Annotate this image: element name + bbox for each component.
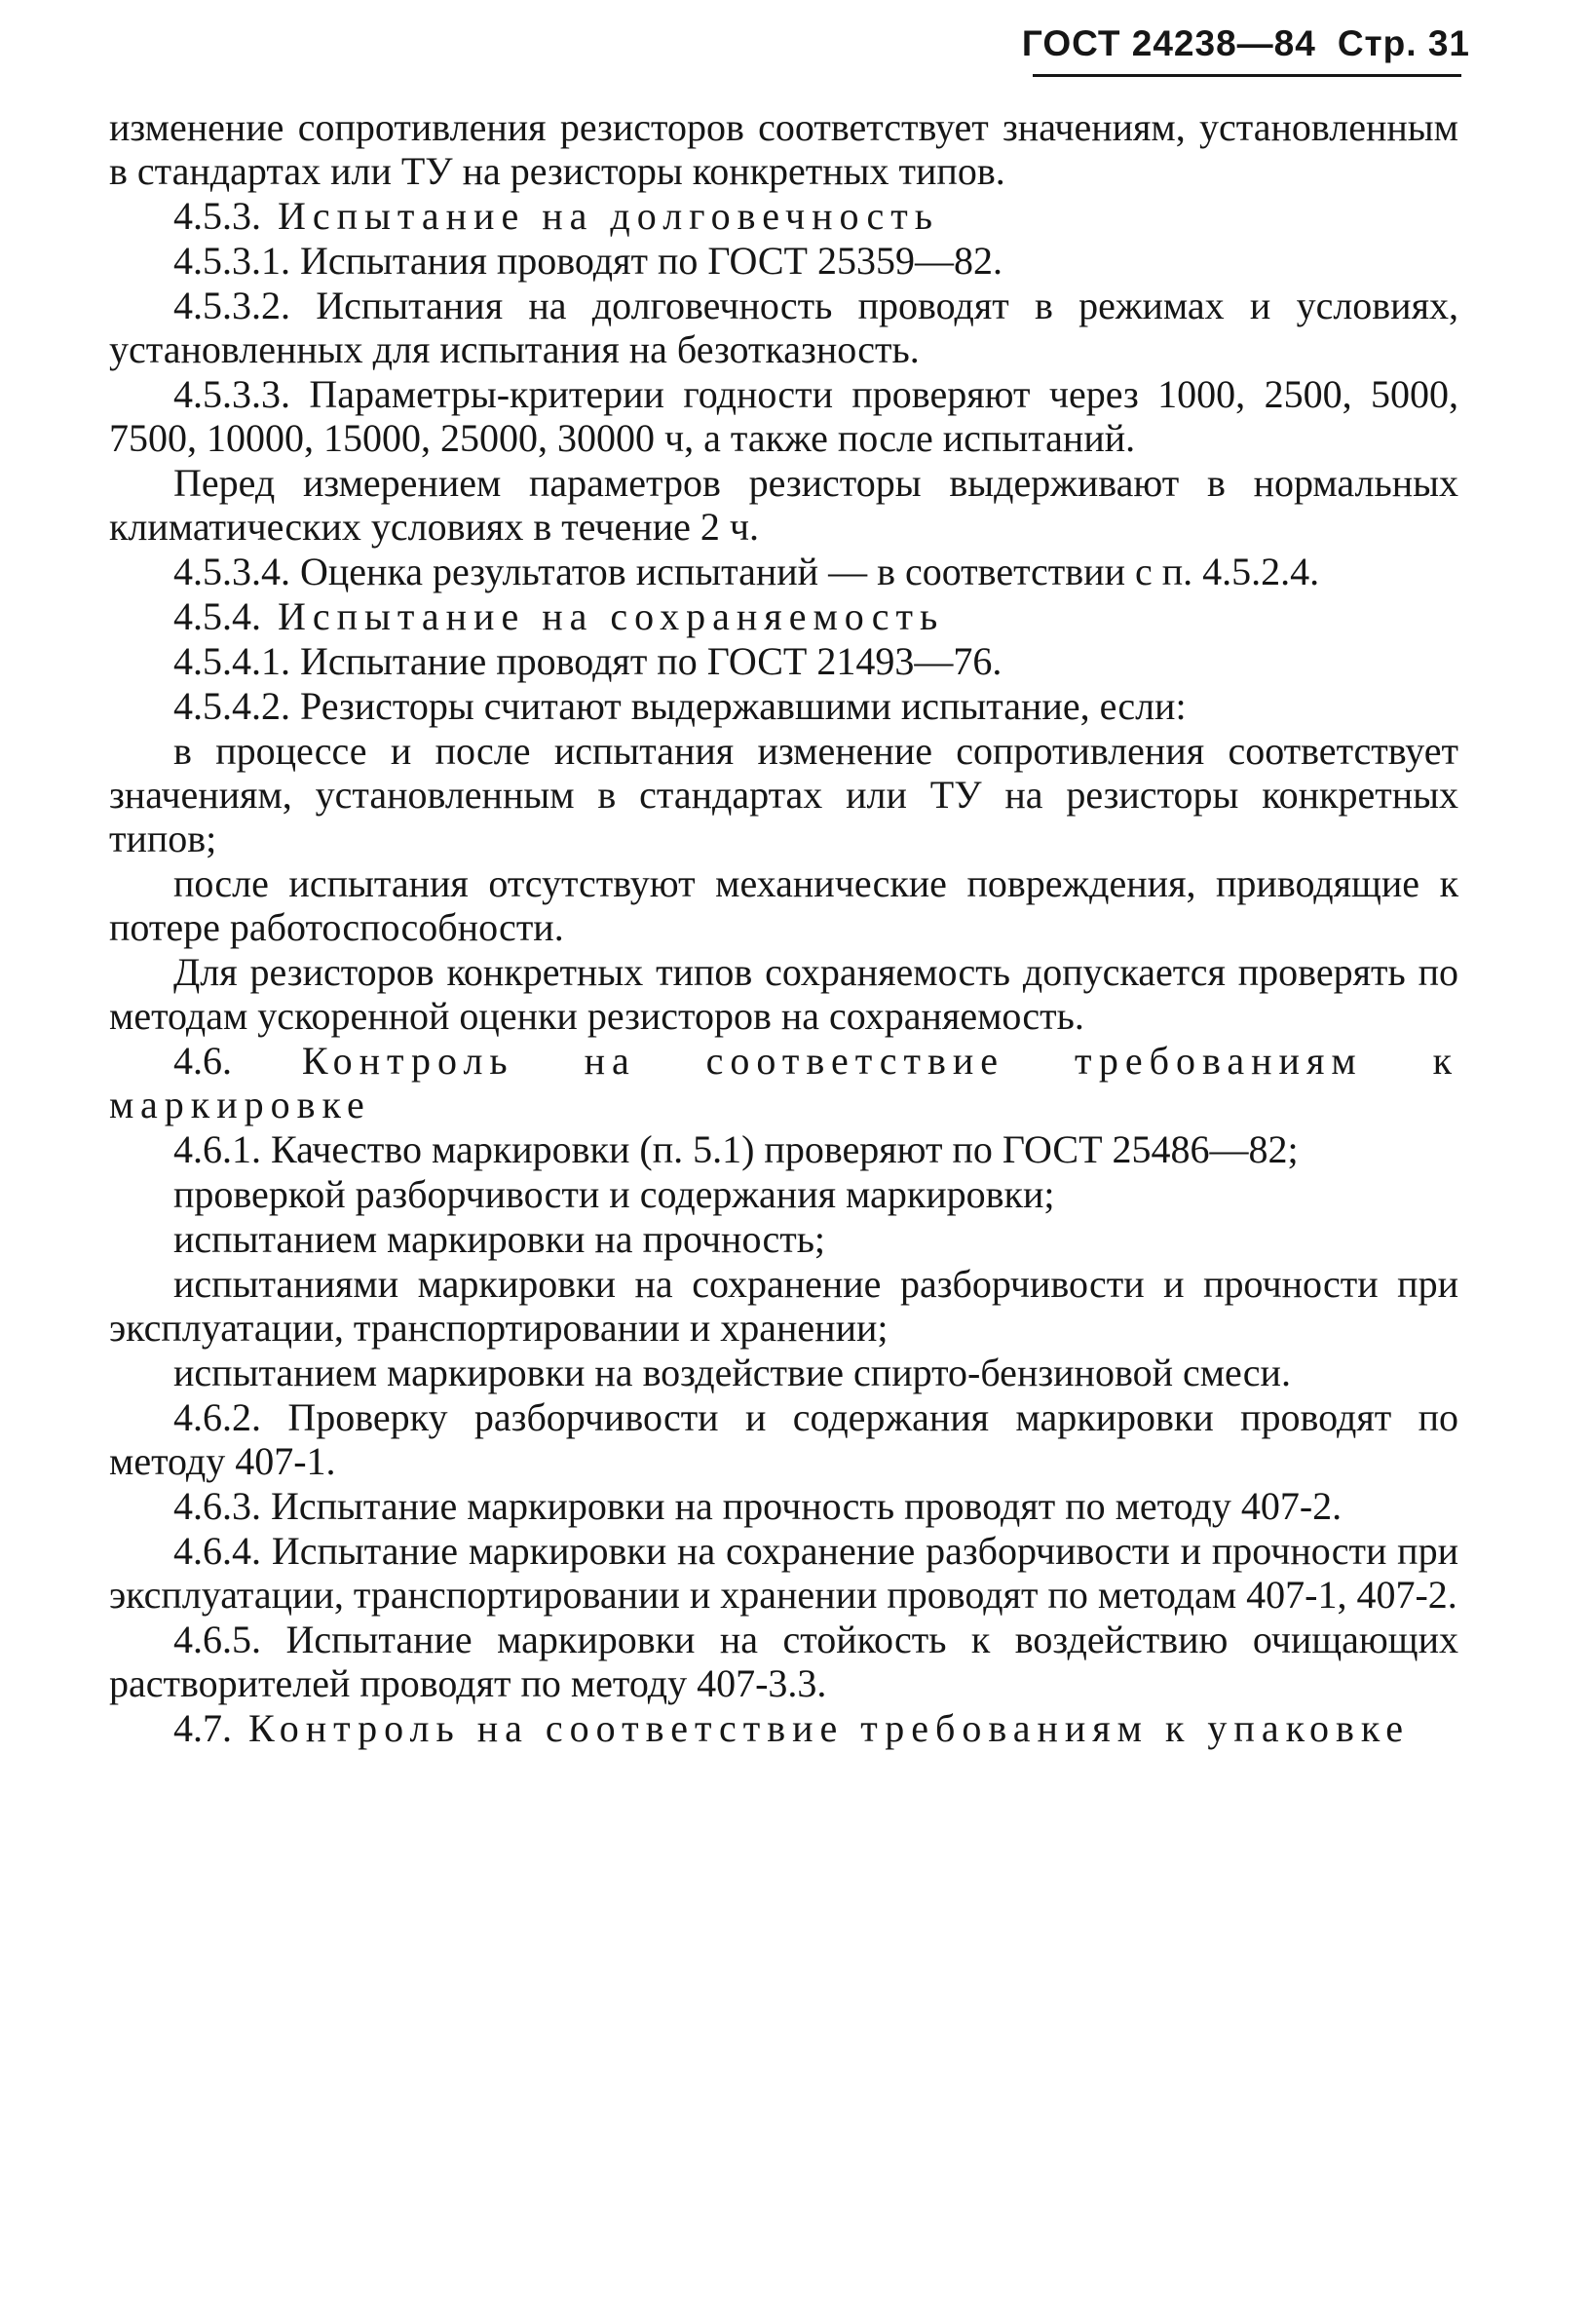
section-number: 4.5.3. (173, 194, 261, 238)
section-heading (109, 1706, 1458, 1750)
section-title: Испытание на сохраняемость (278, 594, 945, 638)
paragraph: в процессе и после испытания изменение сопротивления соответствует значениям, установленным в стандартах или ТУ на резисторы конкретных типов; (109, 729, 1458, 860)
paragraph: 4.5.4.2. Резисторы считают выдержавшими испытание, если: (173, 684, 1187, 728)
paragraph: 4.6.4. Испытание маркировки на сохранение разборчивости и прочности при эксплуатации, транспортировании и хранении проводят по методам 407-1, 407-2. (109, 1529, 1458, 1617)
page-number: Стр. 31 (1337, 23, 1470, 63)
paragraph: 4.6.1. Качество маркировки (п. 5.1) проверяют по ГОСТ 25486—82; (173, 1127, 1299, 1171)
section-heading (109, 194, 1458, 238)
paragraph: 4.5.3.3. Параметры-критерии годности проверяют через 1000, 2500, 5000, 7500, 10000, 15000, 25000, 30000 ч, а также после испытаний. (109, 372, 1458, 460)
paragraph: Перед измерением параметров резисторы выдерживают в нормальных климатических условиях в течение 2 ч. (109, 461, 1458, 549)
section-heading (109, 594, 1458, 638)
paragraph: испытанием маркировки на прочность; (173, 1217, 826, 1261)
paragraph: испытанием маркировки на воздействие спирто-бензиновой смеси. (173, 1351, 1291, 1394)
section-title: Испытание на долговечность (278, 194, 939, 238)
section-number: 4.7. (173, 1706, 232, 1750)
paragraph: проверкой разборчивости и содержания маркировки; (173, 1172, 1055, 1216)
section-number: 4.5.4. (173, 594, 261, 638)
paragraph: испытаниями маркировки на сохранение разборчивости и прочности при эксплуатации, транспортировании и хранении; (109, 1262, 1458, 1350)
paragraph: Для резисторов конкретных типов сохраняемость допускается проверять по методам ускоренной оценки резисторов на сохраняемость. (109, 950, 1458, 1038)
section-title: Контроль на соответствие требованиям к упаковке (248, 1706, 1411, 1750)
paragraph: 4.5.3.4. Оценка результатов испытаний — в соответствии с п. 4.5.2.4. (173, 550, 1320, 593)
paragraph: изменение сопротивления резисторов соответствует значениям, установленным в стандартах или ТУ на резисторы конкретных типов. (109, 105, 1458, 193)
paragraph: 4.5.3.1. Испытания проводят по ГОСТ 25359—82. (173, 239, 1003, 283)
paragraph: 4.6.3. Испытание маркировки на прочность проводят по методу 407-2. (173, 1484, 1343, 1528)
header-rule (1033, 74, 1461, 77)
standard-number: ГОСТ 24238—84 (1021, 23, 1316, 63)
section-number: 4.6. (173, 1039, 232, 1083)
paragraph: 4.6.2. Проверку разборчивости и содержания маркировки проводят по методу 407-1. (109, 1395, 1458, 1483)
paragraph: 4.6.5. Испытание маркировки на стойкость к воздействию очищающих растворителей проводят по методу 407-3.3. (109, 1618, 1458, 1705)
paragraph: 4.5.3.2. Испытания на долговечность проводят в режимах и условиях, установленных для испытания на безотказность. (109, 284, 1458, 371)
page-header (1022, 23, 1470, 64)
paragraph: после испытания отсутствуют механические повреждения, приводящие к потере работоспособности. (109, 861, 1458, 949)
section-heading (109, 1039, 1458, 1126)
paragraph: 4.5.4.1. Испытание проводят по ГОСТ 21493—76. (173, 639, 1003, 683)
section-title: Контроль на соответствие требованиям к маркировке (109, 1039, 1459, 1126)
document-body (109, 105, 1458, 1751)
